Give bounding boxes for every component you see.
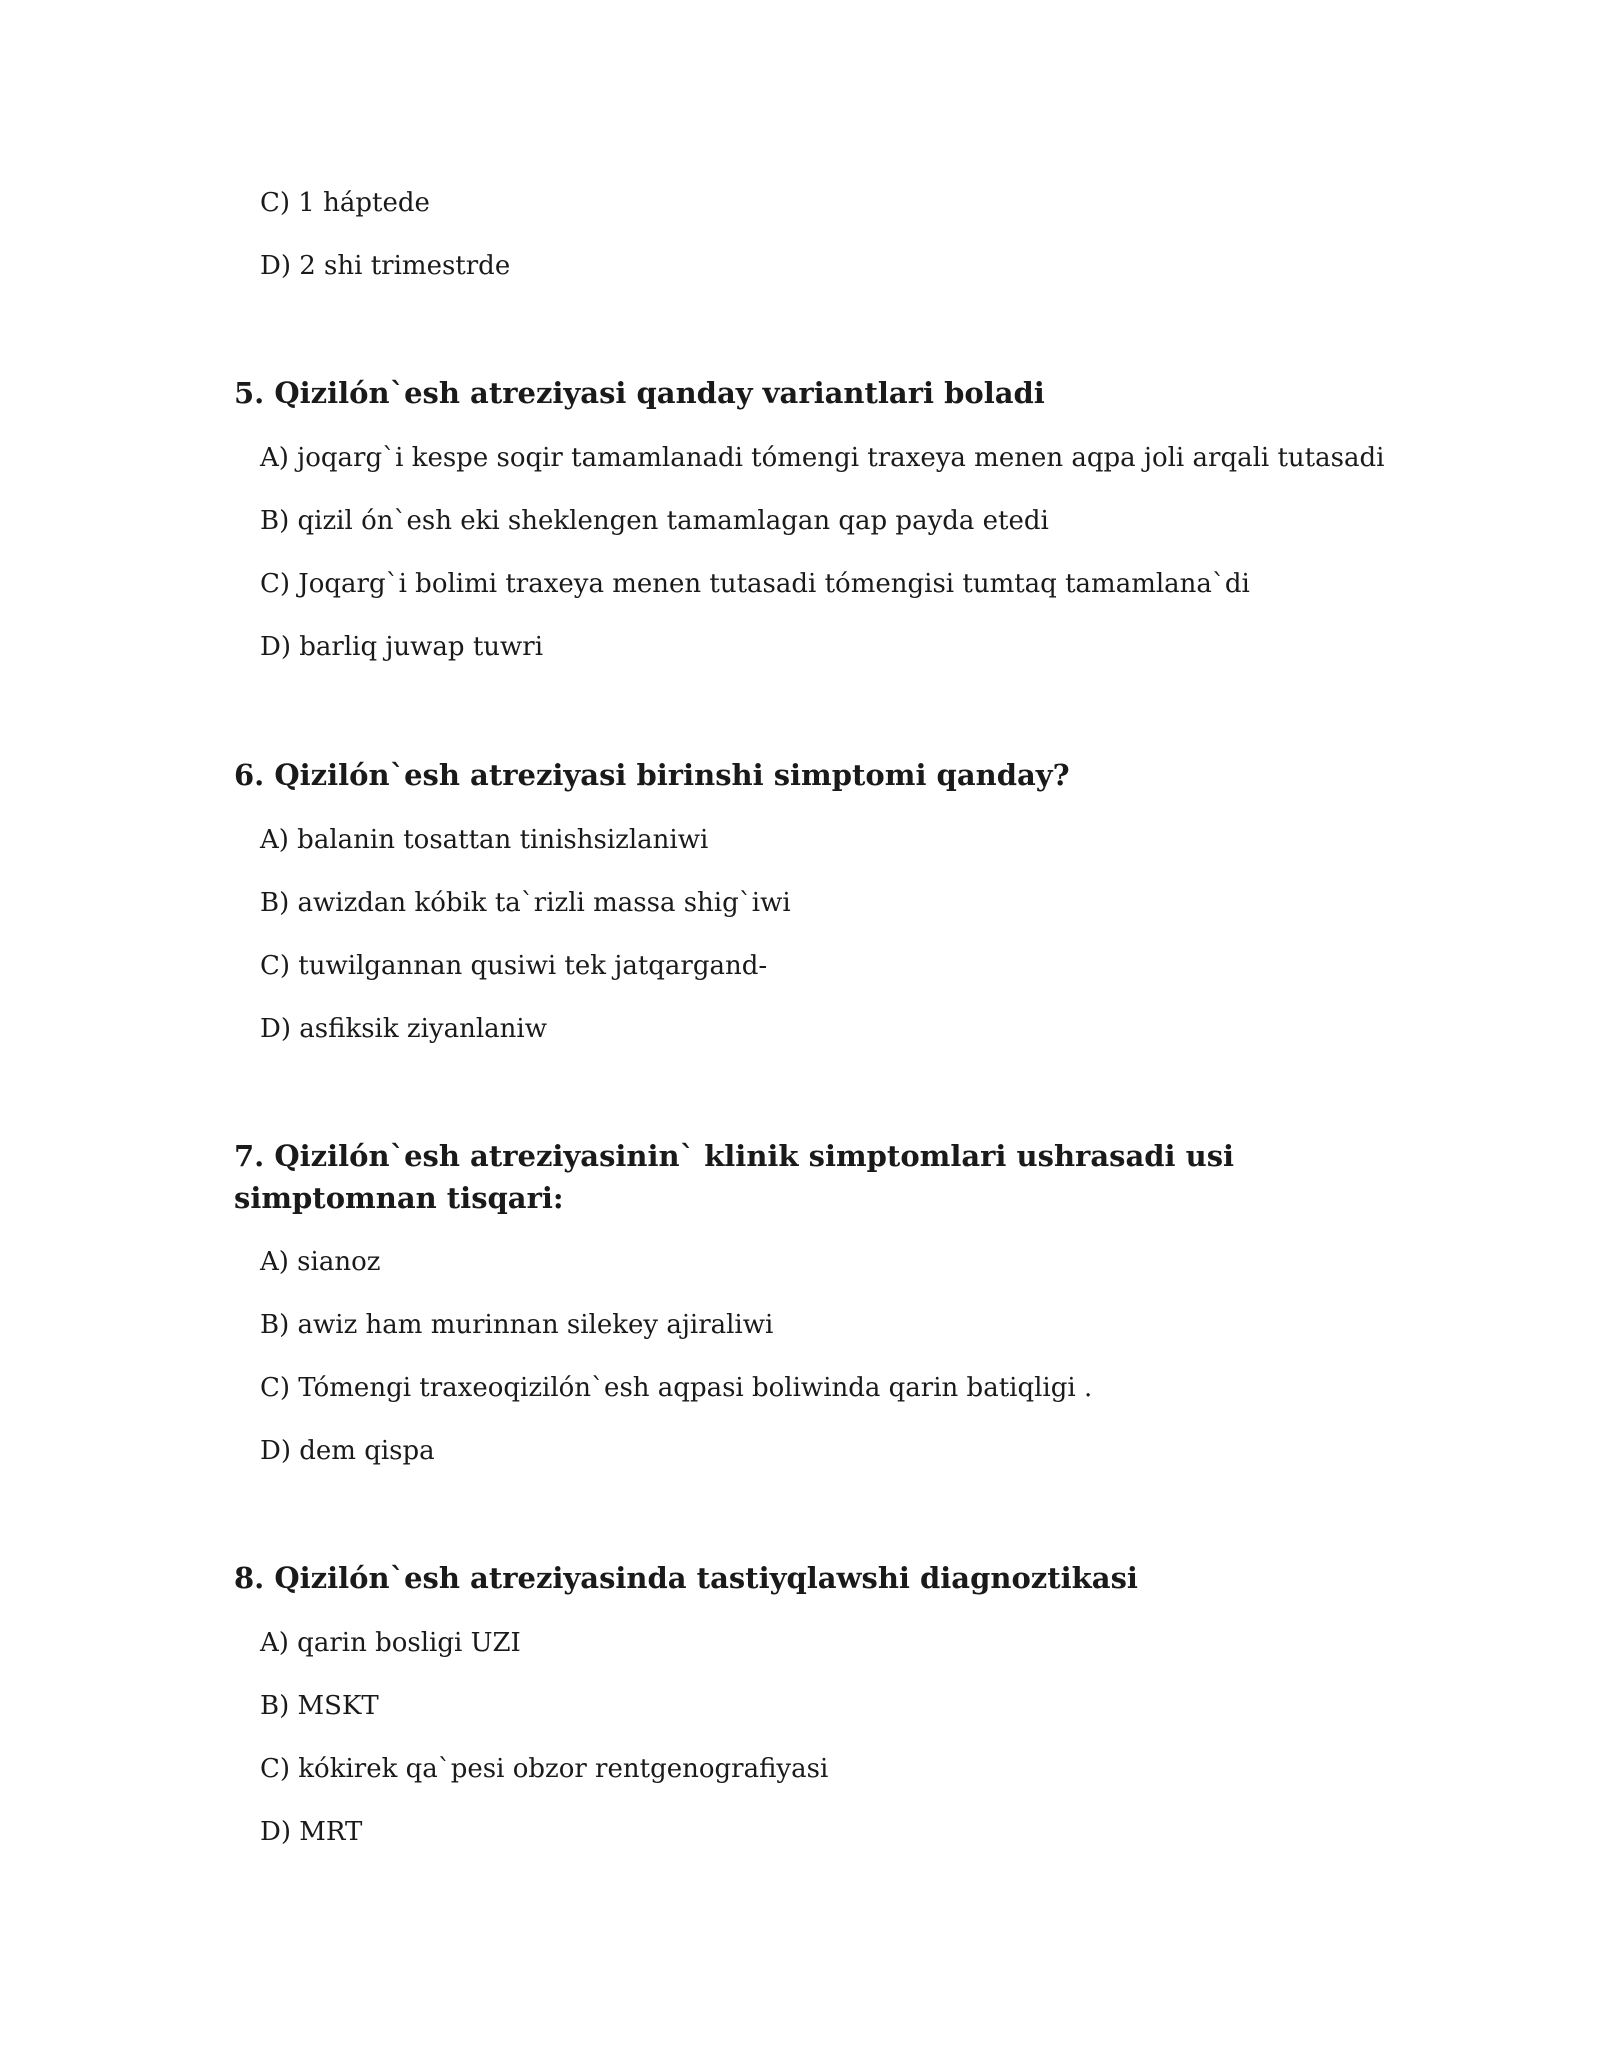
option-d: D) asfiksik ziyanlaniw — [260, 1014, 547, 1044]
option-c: C) kókirek qa`pesi obzor rentgenografiyasi — [260, 1754, 829, 1784]
option-d: D) 2 shi trimestrde — [260, 251, 511, 281]
option-d: D) MRT — [260, 1817, 363, 1847]
option-a: A) balanin tosattan tinishsizlaniwi — [260, 825, 709, 855]
option-b: B) MSKT — [260, 1691, 379, 1721]
question-title: 8. Qizilón`esh atreziyasinda tastiyqlawshi diagnoztikasi — [234, 1561, 1138, 1595]
question-title: 7. Qizilón`esh atreziyasinin` klinik simptomlari ushrasadi usi simptomnan tisqari: — [234, 1139, 1235, 1215]
option-d: D) barliq juwap tuwri — [260, 632, 544, 662]
option-b: B) awiz ham murinnan silekey ajiraliwi — [260, 1310, 774, 1340]
option-c: C) Tómengi traxeoqizilón`esh aqpasi boliwinda qarin batiqligi . — [260, 1373, 1093, 1403]
option-c: C) tuwilgannan qusiwi tek jatqargand- — [260, 951, 768, 981]
question-title: 5. Qizilón`esh atreziyasi qanday variantlari boladi — [234, 376, 1045, 410]
option-c: C) Joqarg`i bolimi traxeya menen tutasadi tómengisi tumtaq tamamlana`di — [260, 569, 1250, 599]
question-title: 6. Qizilón`esh atreziyasi birinshi simptomi qanday? — [234, 758, 1070, 792]
option-c: C) 1 háptede — [260, 188, 430, 218]
option-b: B) awizdan kóbik ta`rizli massa shig`iwi — [260, 888, 791, 918]
option-a: A) sianoz — [260, 1247, 381, 1277]
option-b: B) qizil ón`esh eki sheklengen tamamlagan qap payda etedi — [260, 506, 1049, 536]
option-d: D) dem qispa — [260, 1436, 435, 1466]
option-a: A) qarin bosligi UZI — [260, 1628, 521, 1658]
option-a: A) joqarg`i kespe soqir tamamlanadi tómengi traxeya menen aqpa joli arqali tutasadi — [260, 443, 1385, 473]
